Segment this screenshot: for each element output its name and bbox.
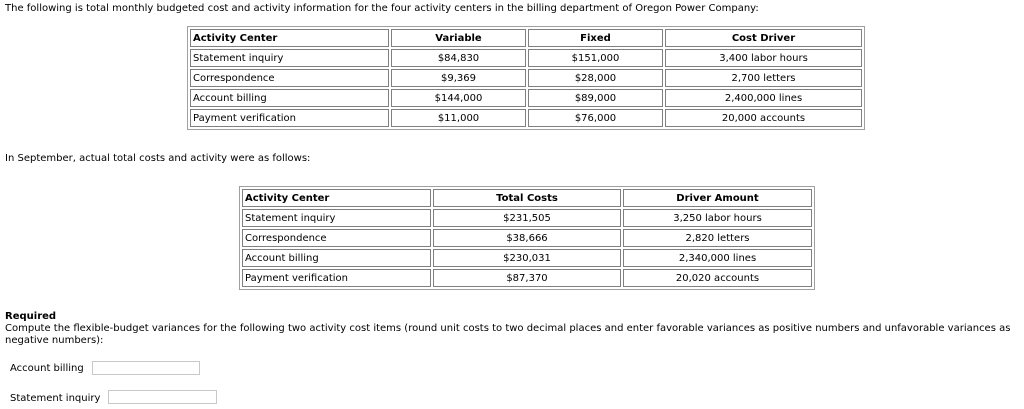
header-total-costs: Total Costs bbox=[433, 189, 621, 207]
actual-table bbox=[239, 186, 815, 290]
variable-cell: $11,000 bbox=[391, 109, 526, 127]
header-activity-center: Activity Center bbox=[190, 29, 389, 47]
activity-center-cell: Statement inquiry bbox=[190, 49, 389, 67]
header-cost-driver: Cost Driver bbox=[665, 29, 862, 47]
table-row bbox=[242, 229, 812, 247]
table-row bbox=[190, 109, 862, 127]
variable-cell: $84,830 bbox=[391, 49, 526, 67]
required-section bbox=[5, 311, 1017, 347]
actual-table-header bbox=[242, 189, 812, 207]
activity-center-cell: Account billing bbox=[242, 249, 431, 267]
total-costs-cell: $231,505 bbox=[433, 209, 621, 227]
header-driver-amount: Driver Amount bbox=[623, 189, 812, 207]
activity-center-cell: Correspondence bbox=[190, 69, 389, 87]
driver-amount-cell: 2,820 letters bbox=[623, 229, 812, 247]
total-costs-cell: $230,031 bbox=[433, 249, 621, 267]
activity-center-cell: Statement inquiry bbox=[242, 209, 431, 227]
table-row bbox=[190, 69, 862, 87]
variable-cell: $9,369 bbox=[391, 69, 526, 87]
total-costs-cell: $87,370 bbox=[433, 269, 621, 287]
statement-inquiry-input[interactable] bbox=[108, 390, 217, 404]
cost-driver-cell: 2,700 letters bbox=[665, 69, 862, 87]
account-billing-label: Account billing bbox=[10, 363, 84, 374]
driver-amount-cell: 3,250 labor hours bbox=[623, 209, 812, 227]
header-fixed: Fixed bbox=[528, 29, 663, 47]
table-row bbox=[242, 249, 812, 267]
variable-cell: $144,000 bbox=[391, 89, 526, 107]
table-row bbox=[242, 209, 812, 227]
account-billing-input[interactable] bbox=[92, 361, 200, 375]
total-costs-cell: $38,666 bbox=[433, 229, 621, 247]
fixed-cell: $89,000 bbox=[528, 89, 663, 107]
driver-amount-cell: 20,020 accounts bbox=[623, 269, 812, 287]
budget-table bbox=[187, 26, 865, 130]
driver-amount-cell: 2,340,000 lines bbox=[623, 249, 812, 267]
activity-center-cell: Payment verification bbox=[242, 269, 431, 287]
table-row bbox=[190, 89, 862, 107]
fixed-cell: $76,000 bbox=[528, 109, 663, 127]
statement-inquiry-label: Statement inquiry bbox=[10, 393, 101, 404]
fixed-cell: $28,000 bbox=[528, 69, 663, 87]
table-row bbox=[190, 49, 862, 67]
actual-intro-text: In September, actual total costs and activity were as follows: bbox=[5, 153, 311, 164]
activity-center-cell: Account billing bbox=[190, 89, 389, 107]
fixed-cell: $151,000 bbox=[528, 49, 663, 67]
cost-driver-cell: 20,000 accounts bbox=[665, 109, 862, 127]
activity-center-cell: Payment verification bbox=[190, 109, 389, 127]
header-variable: Variable bbox=[391, 29, 526, 47]
intro-text: The following is total monthly budgeted cost and activity information for the four activity centers in the billing department of Oregon Power Company: bbox=[5, 3, 759, 14]
cost-driver-cell: 3,400 labor hours bbox=[665, 49, 862, 67]
header-activity-center: Activity Center bbox=[242, 189, 431, 207]
required-text: Compute the flexible-budget variances for the following two activity cost items (round unit costs to two decimal places and enter favorable variances as positive numbers and unfavorable variances as negative numbers): bbox=[5, 323, 1011, 346]
activity-center-cell: Correspondence bbox=[242, 229, 431, 247]
table-row bbox=[242, 269, 812, 287]
cost-driver-cell: 2,400,000 lines bbox=[665, 89, 862, 107]
budget-table-header bbox=[190, 29, 862, 47]
required-title: Required bbox=[5, 311, 57, 322]
